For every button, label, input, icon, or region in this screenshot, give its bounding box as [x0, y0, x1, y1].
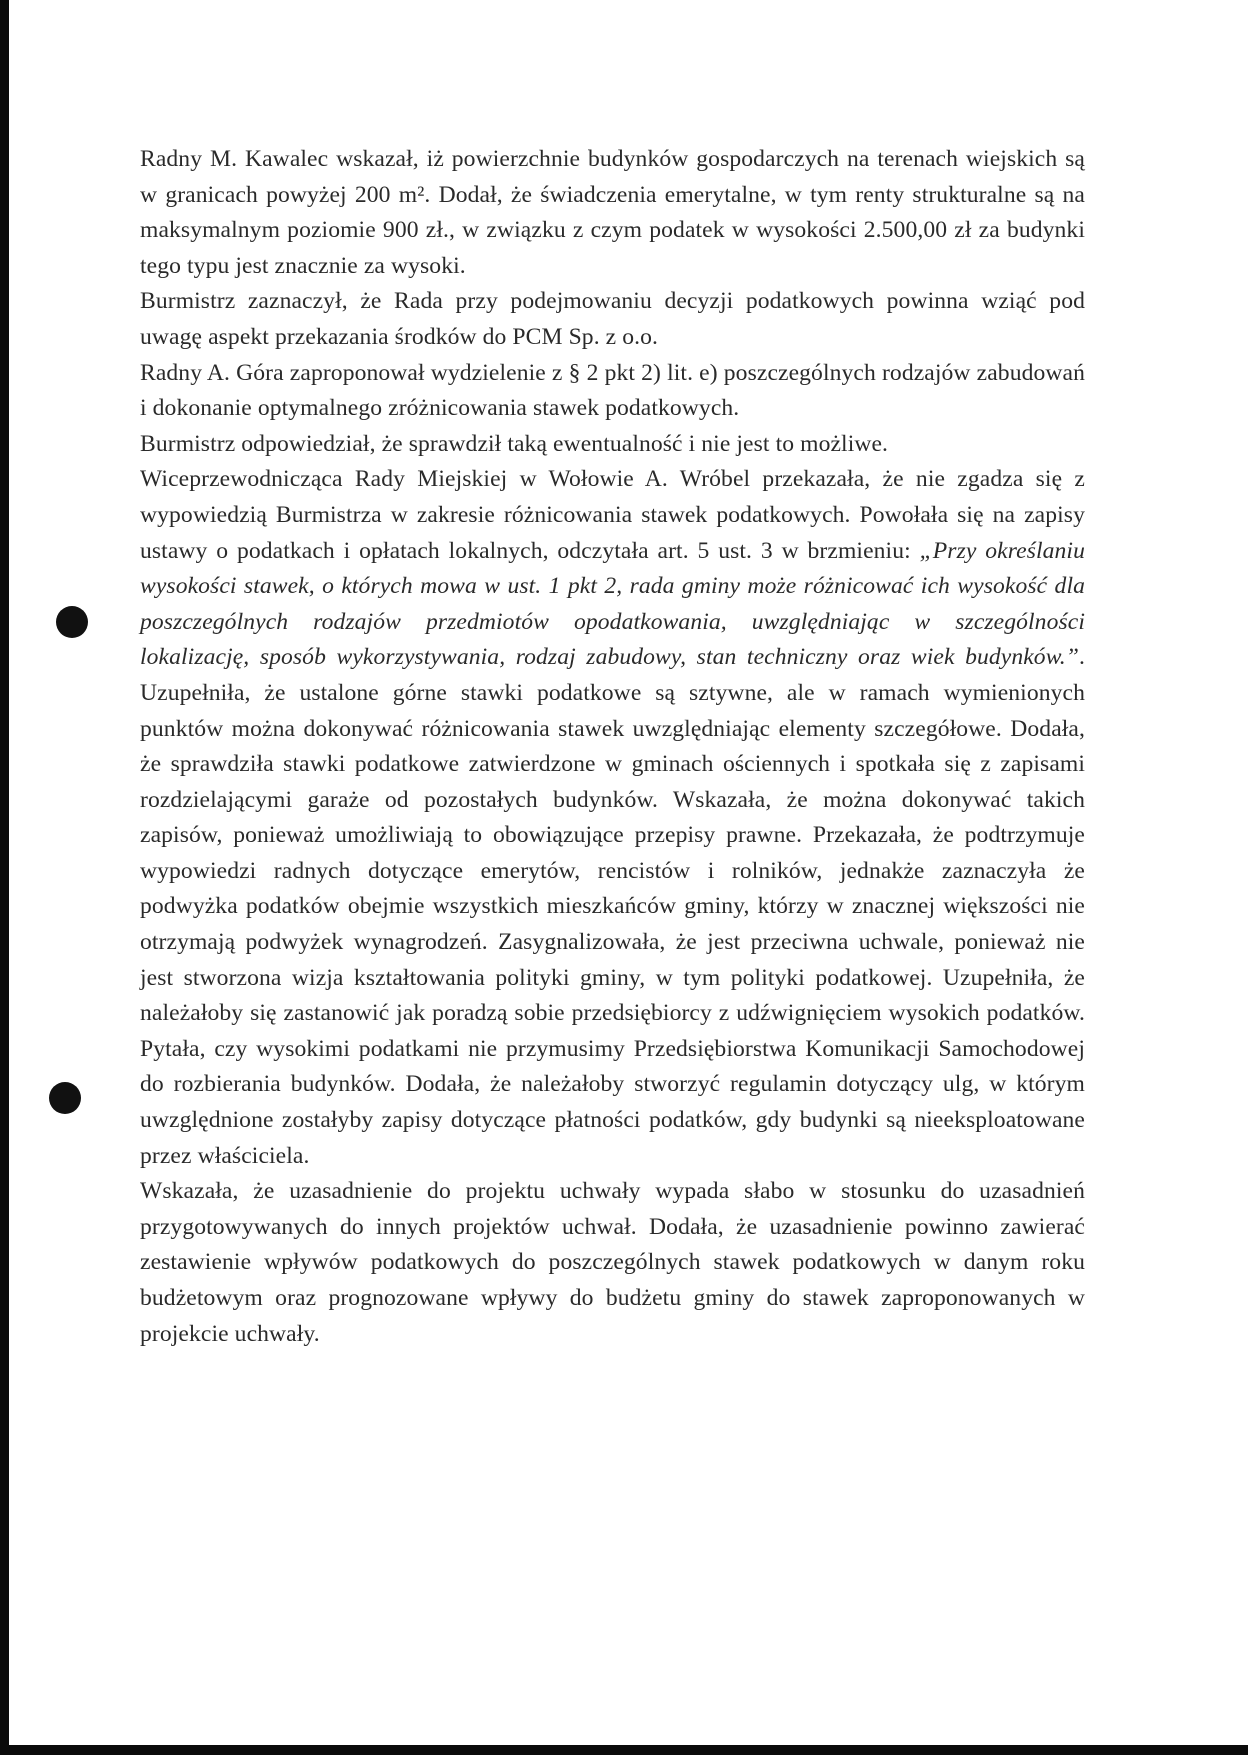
- punch-hole-bottom: [49, 1082, 81, 1114]
- paragraph-wrobel-continuation: . Uzupełniła, że ustalone górne stawki podatkowe są sztywne, ale w ramach wymienionych punktów można dokonywać różnicowania stawek uwzględniając elementy szczegółowe. Dodała, że sprawdziła stawki podatkowe zatwierdzone w gminach ościennych i spotkała się z zapisami rozdzielającymi garaże od pozostałych budynków. Wskazała, że można dokonywać takich zapisów, ponieważ umożliwiają to obowiązujące przepisy prawne. Przekazała, że podtrzymuje wypowiedzi radnych dotyczące emerytów, rencistów i rolników, jednakże zaznaczyła że podwyżka podatków obejmie wszystkich mieszkańców gminy, którzy w znacznej większości nie otrzymają podwyżek wynagrodzeń. Zasygnalizowała, że jest przeciwna uchwale, ponieważ nie jest stworzona wizja kształtowania polityki gminy, w tym polityki podatkowej. Uzupełniła, że należałoby się zastanowić jak poradzą sobie przedsiębiorcy z udźwignięciem wysokich podatków. Pytała, czy wysokimi podatkami nie przymusimy Przedsiębiorstwa Komunikacji Samochodowej do rozbierania budynków. Dodała, że należałoby stworzyć regulamin dotyczący ulg, w którym uwzględnione zostałyby zapisy dotyczące płatności podatków, gdy budynki są nieeksploatowane przez właściciela.: [140, 644, 1085, 1169]
- paragraph-gora: Radny A. Góra zaproponował wydzielenie z § 2 pkt 2) lit. e) poszczególnych rodzajów zabudowań i dokonanie optymalnego zróżnicowania stawek podatkowych.: [140, 359, 1085, 422]
- paragraph-kawalec: Radny M. Kawalec wskazał, iż powierzchnie budynków gospodarczych na terenach wiejskich są w granicach powyżej 200 m². Dodał, że świadczenia emerytalne, w tym renty strukturalne są na maksymalnym poziomie 900 zł., w związku z czym podatek w wysokości 2.500,00 zł za budynki tego typu jest znacznie za wysoki.: [140, 146, 1085, 279]
- paragraph-burmistrz-odpowiedz: Burmistrz odpowiedział, że sprawdził taką ewentualność i nie jest to możliwe.: [140, 430, 889, 457]
- paragraph-wrobel: [140, 462, 1085, 1174]
- scan-bottom-edge: [0, 1745, 1248, 1755]
- paragraph-burmistrz-aspekt: Burmistrz zaznaczył, że Rada przy podejmowaniu decyzji podatkowych powinna wziąć pod uwagę aspekt przekazania środków do PCM Sp. z o.o.: [140, 288, 1085, 350]
- paragraph-wrobel-intro: Wiceprzewodnicząca Rady Miejskiej w Wołowie A. Wróbel przekazała, że nie zgadza się z wypowiedzią Burmistrza w zakresie różnicowania stawek podatkowych. Powołała się na zapisy ustawy o podatkach i opłatach lokalnych, odczytała art. 5 ust. 3 w brzmieniu:: [140, 466, 1085, 564]
- statute-quote: „Przy określaniu wysokości stawek, o których mowa w ust. 1 pkt 2, rada gminy może różnicować ich wysokość dla poszczególnych rodzajów przedmiotów opodatkowania, uwzględniając w szczególności lokalizację, sposób wykorzystywania, rodzaj zabudowy, stan techniczny oraz wiek budynków.”: [140, 537, 1085, 671]
- document-body: [140, 142, 1085, 1352]
- paragraph-uzasadnienie: Wskazała, że uzasadnienie do projektu uchwały wypada słabo w stosunku do uzasadnień przygotowywanych do innych projektów uchwał. Dodała, że uzasadnienie powinno zawierać zestawienie wpływów podatkowych do poszczególnych stawek podatkowych w danym roku budżetowym oraz prognozowane wpływy do budżetu gminy do stawek zaproponowanych w projekcie uchwały.: [140, 1178, 1085, 1347]
- scan-left-edge: [0, 0, 9, 1755]
- punch-hole-top: [56, 606, 88, 638]
